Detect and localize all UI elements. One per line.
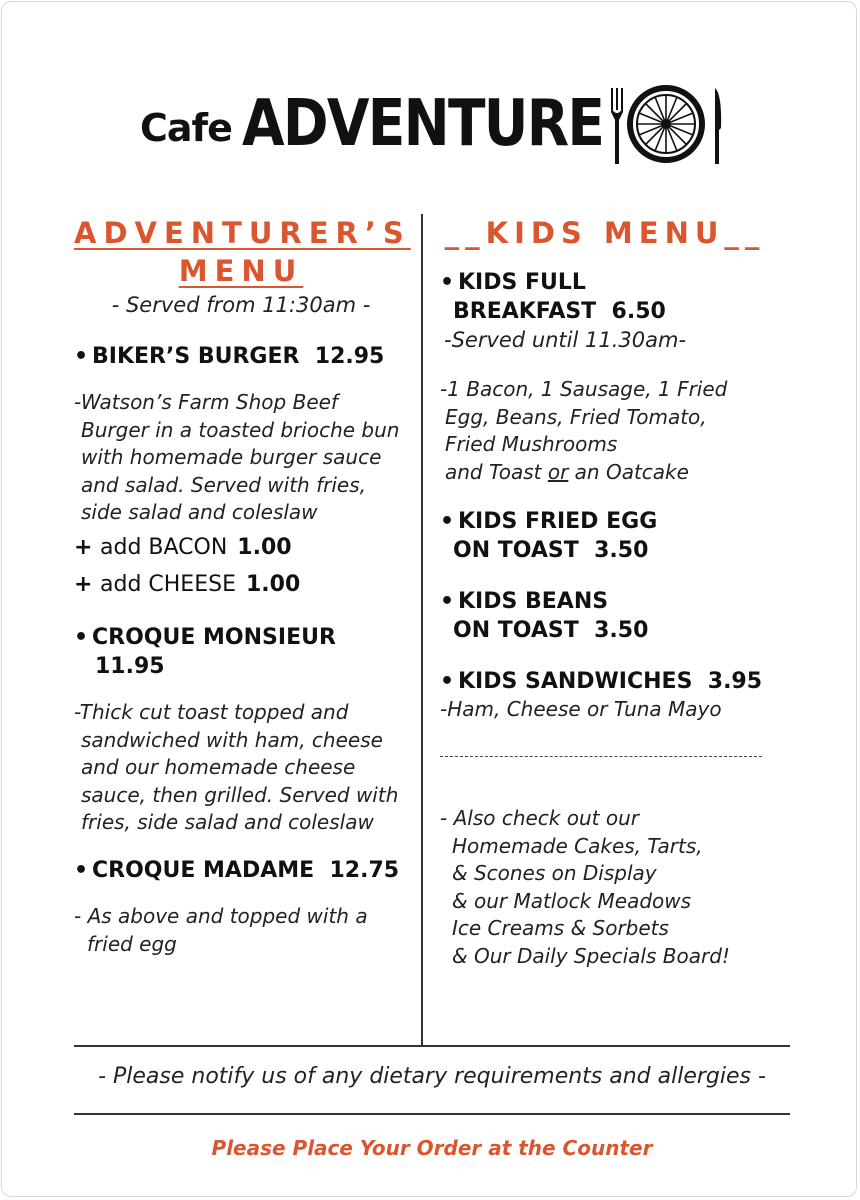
footer-rule-top — [74, 1045, 790, 1047]
logo-cafe-text: Cafe — [140, 106, 232, 150]
addon-bacon — [74, 533, 292, 562]
desc-line: -Watson’s Farm Shop Beef — [74, 390, 338, 414]
note-line: - Also check out our — [440, 806, 639, 830]
addon-cheese — [74, 570, 300, 599]
served-from-note: - Served from 11:30am - — [111, 293, 371, 317]
menu-item-bikers-burger: • BIKER’S BURGER 12.95 — [74, 344, 385, 369]
desc-line: side salad and coleslaw — [81, 500, 318, 524]
item-price: 11.95 — [95, 654, 165, 679]
note-line: & Scones on Display — [452, 861, 657, 885]
desc-line: Egg, Beans, Fried Tomato, — [445, 404, 707, 429]
desc-line: and Toast — [445, 459, 548, 484]
desc-line: sauce, then grilled. Served with — [81, 782, 399, 807]
note-line: & Our Daily Specials Board! — [452, 943, 730, 968]
page-border — [1, 1, 857, 1197]
allergy-notice: - Please notify us of any dietary requirements and allergies - — [98, 1064, 766, 1089]
addon-price: 1.00 — [237, 535, 292, 560]
desc-line: Burger in a toasted brioche bun — [81, 417, 400, 442]
desc-line: Fried Mushrooms — [445, 432, 618, 456]
note-line: Ice Creams & Sorbets — [452, 916, 669, 940]
item-name: CROQUE MADAME — [92, 858, 315, 883]
fork-icon — [610, 88, 624, 164]
kids-item-fried-egg: • KIDS FRIED EGG ON TOAST 3.50 — [440, 509, 658, 563]
desc-line: and salad. Served with fries, — [81, 472, 366, 497]
menu-item-croque-monsieur: • CROQUE MONSIEUR 11.95 — [74, 625, 336, 679]
item-name-cont: ON TOAST — [453, 538, 579, 563]
item-name: CROQUE MONSIEUR — [92, 625, 336, 650]
cafe-logo — [140, 84, 730, 164]
item-name-cont: BREAKFAST — [453, 299, 597, 324]
kids-item-sandwiches: • KIDS SANDWICHES 3.95 — [440, 669, 763, 694]
item-name: KIDS FULL — [458, 270, 586, 295]
note-line: & our Matlock Meadows — [452, 888, 692, 913]
addon-price: 1.00 — [245, 572, 301, 597]
kids-menu-heading: __KIDS MENU__ — [444, 216, 766, 250]
desc-line: -1 Bacon, 1 Sausage, 1 Fried — [440, 377, 728, 401]
kids-item-full-breakfast: • KIDS FULL BREAKFAST 6.50 — [440, 270, 666, 324]
order-at-counter-note: Please Place Your Order at the Counter — [211, 1136, 653, 1160]
item-price: 6.50 — [611, 299, 666, 324]
item-price: 3.95 — [707, 669, 763, 694]
heading-line-1: ADVENTURER’S — [74, 216, 411, 250]
column-divider — [421, 214, 423, 1046]
bikers-burger-description — [74, 389, 399, 527]
item-name-cont: ON TOAST — [453, 618, 579, 643]
also-check-out-note — [440, 805, 730, 970]
desc-line: and our homemade cheese — [81, 755, 356, 779]
footer-rule-bottom — [74, 1113, 790, 1115]
addon-label: add CHEESE — [100, 572, 236, 597]
plus-icon: + — [74, 535, 93, 560]
item-price: 3.50 — [594, 618, 649, 643]
item-name: KIDS FRIED EGG — [458, 509, 658, 534]
desc-line: with homemade burger sauce — [81, 445, 382, 469]
item-name: KIDS SANDWICHES — [458, 669, 693, 694]
desc-line: fries, side salad and coleslaw — [81, 810, 374, 834]
menu-item-croque-madame: • CROQUE MADAME 12.75 — [74, 858, 400, 883]
item-name: KIDS BEANS — [458, 589, 609, 614]
bike-wheel-icon — [626, 84, 706, 164]
item-price: 12.75 — [329, 858, 400, 883]
dashed-separator — [440, 756, 762, 757]
logo-adventure-text: ADVENTURE — [242, 87, 604, 161]
desc-line: - As above and topped with a — [74, 904, 368, 928]
desc-line: fried egg — [87, 931, 177, 956]
croque-monsieur-description — [74, 699, 398, 837]
kids-sandwich-description: -Ham, Cheese or Tuna Mayo — [440, 697, 722, 721]
breakfast-served-until: -Served until 11.30am- — [444, 328, 687, 352]
plus-icon: + — [74, 572, 93, 597]
note-line: Homemade Cakes, Tarts, — [452, 833, 703, 858]
desc-line: sandwiched with ham, cheese — [81, 727, 383, 752]
kids-breakfast-description — [440, 376, 727, 486]
addon-label: add BACON — [100, 535, 228, 560]
item-name: BIKER’S BURGER — [92, 344, 300, 369]
item-price: 12.95 — [314, 344, 385, 369]
desc-or: or — [547, 459, 569, 484]
kids-item-beans: • KIDS BEANS ON TOAST 3.50 — [440, 589, 649, 643]
desc-line: an Oatcake — [568, 459, 689, 484]
item-price: 3.50 — [594, 538, 649, 563]
knife-icon — [713, 88, 723, 164]
adventurers-menu-heading — [74, 214, 411, 290]
croque-madame-description — [74, 903, 368, 958]
heading-line-2: MENU — [178, 254, 304, 288]
desc-line: -Thick cut toast topped and — [74, 700, 349, 724]
